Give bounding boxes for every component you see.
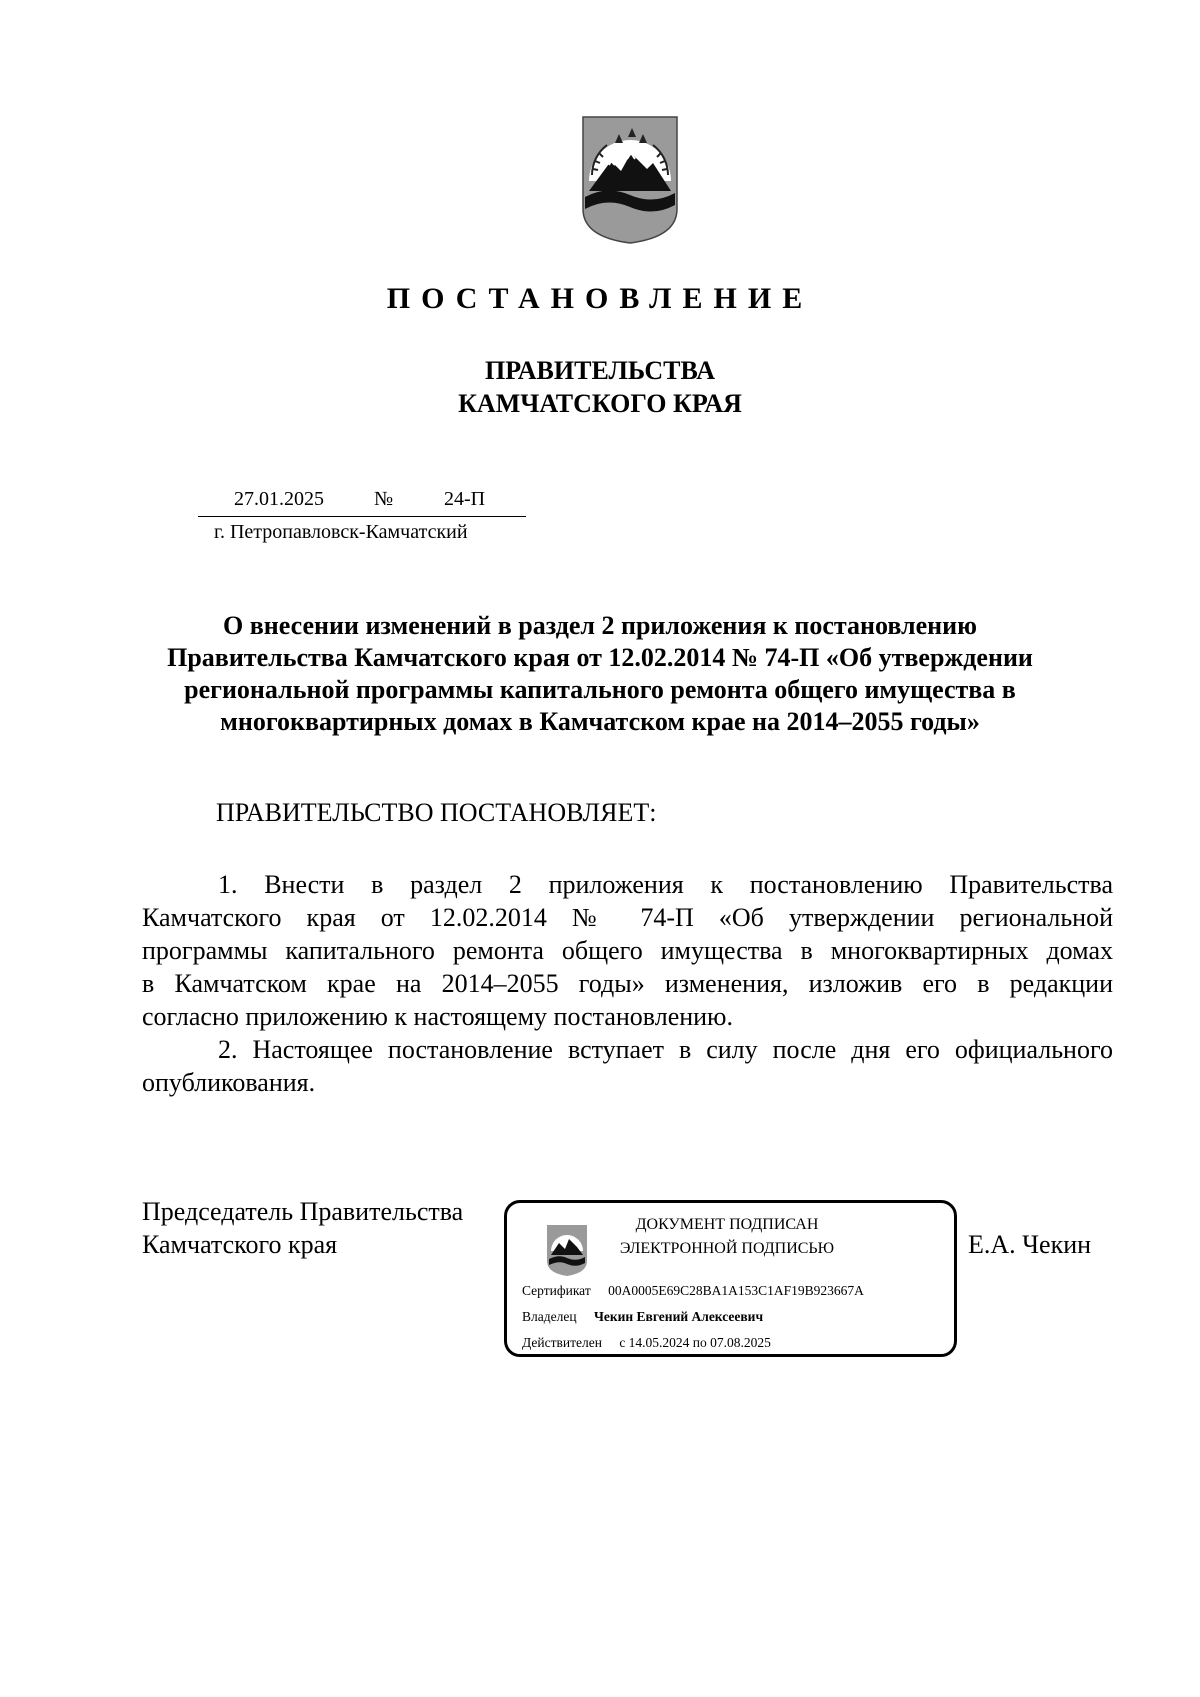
body-line: согласно приложению к настоящему постановлению. <box>142 1002 733 1031</box>
body-line: 2. Настоящее постановление вступает в силу после дня его официального <box>218 1035 1113 1064</box>
electronic-signature-stamp <box>504 1200 957 1357</box>
subject-line: региональной программы капитального ремонта общего имущества в <box>184 675 1016 704</box>
city: г. Петропавловск-Камчатский <box>214 521 468 543</box>
date-number-line <box>198 488 526 517</box>
stamp-heading-1: ДОКУМЕНТ ПОДПИСАН <box>635 1216 819 1233</box>
owner-value: Чекин Евгений Алексеевич <box>593 1309 764 1324</box>
signatory-name: Е.А. Чекин <box>968 1230 1092 1259</box>
stamp-heading-2: ЭЛЕКТРОННОЙ ПОДПИСЬЮ <box>619 1240 835 1257</box>
document-number: 24-П <box>444 488 486 510</box>
stamp-certificate-row <box>522 1283 864 1299</box>
issuer-line-1: ПРАВИТЕЛЬСТВА <box>485 356 715 385</box>
subject-line: О внесении изменений в раздел 2 приложения к постановлению <box>223 611 977 640</box>
subject-line: многоквартирных домах в Камчатском крае на 2014–2055 годы» <box>220 707 980 736</box>
document-date: 27.01.2025 <box>234 488 324 510</box>
stamp-validity-row <box>522 1335 771 1351</box>
signatory-position-line-1: Председатель Правительства <box>142 1197 464 1226</box>
resolves-heading: ПРАВИТЕЛЬСТВО ПОСТАНОВЛЯЕТ: <box>216 798 657 827</box>
validity-value: с 14.05.2024 по 07.08.2025 <box>619 1335 771 1350</box>
subject-line: Правительства Камчатского края от 12.02.2014 № 74-П «Об утверждении <box>167 643 1033 672</box>
validity-label: Действителен <box>522 1335 602 1350</box>
stamp-emblem-icon <box>545 1223 589 1277</box>
document-type-title: ПОСТАНОВЛЕНИЕ <box>386 282 814 315</box>
signatory-position-line-2: Камчатского края <box>142 1230 338 1259</box>
body-line: 1. Внести в раздел 2 приложения к постановлению Правительства <box>218 870 1113 899</box>
certificate-label: Сертификат <box>522 1283 591 1298</box>
number-sign: № <box>374 488 394 510</box>
body-line: в Камчатском крае на 2014–2055 годы» изменения, изложив его в редакции <box>142 969 1113 998</box>
body-line: опубликования. <box>142 1068 316 1097</box>
coat-of-arms-icon <box>577 113 683 245</box>
issuer-line-2: КАМЧАТСКОГО КРАЯ <box>458 389 742 418</box>
body-line: программы капитального ремонта общего имущества в многоквартирных домах <box>142 936 1113 965</box>
body-line: Камчатского края от 12.02.2014 № 74-П «Об утверждении региональной <box>142 903 1113 932</box>
owner-label: Владелец <box>522 1309 577 1324</box>
certificate-value: 00A0005E69C28BA1A153C1AF19B923667A <box>608 1283 864 1298</box>
stamp-owner-row <box>522 1309 763 1325</box>
